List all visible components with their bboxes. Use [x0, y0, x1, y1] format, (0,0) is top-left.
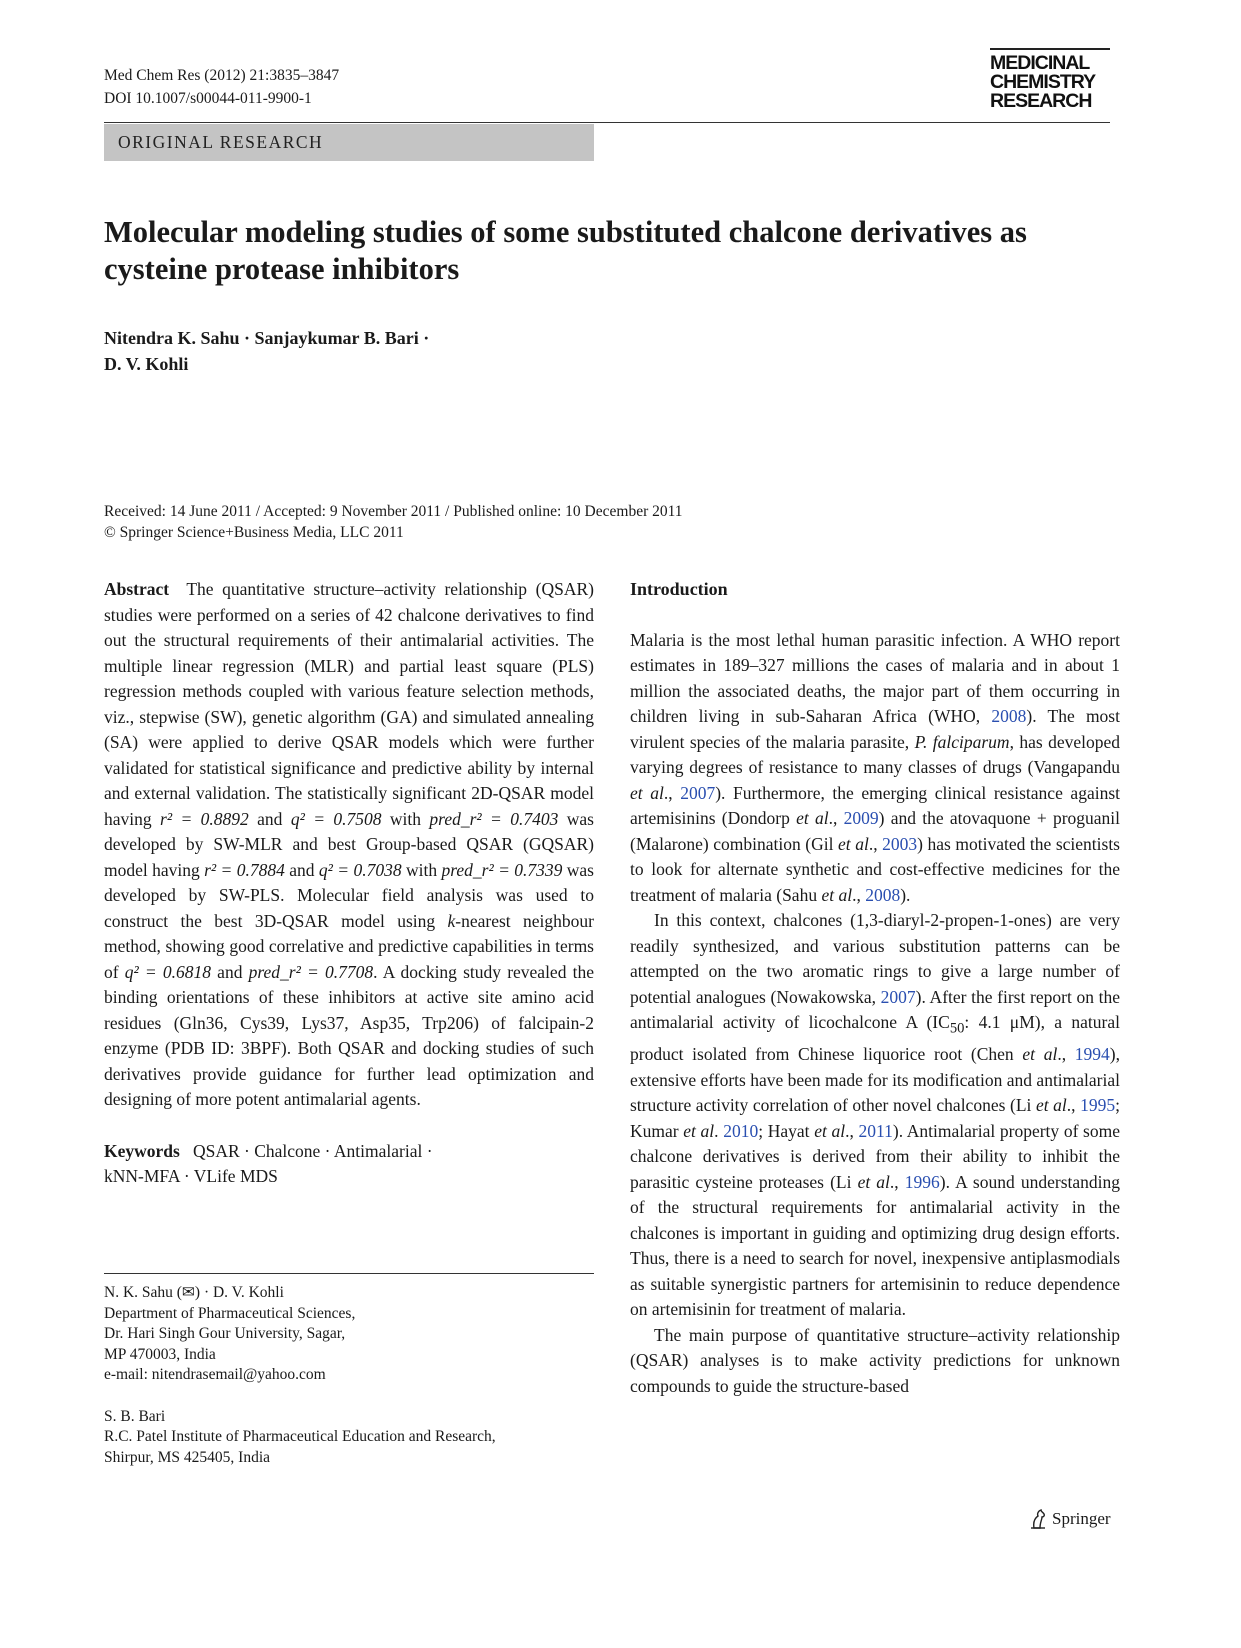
- intro-paragraph-3: The main purpose of quantitative structure–activity relationship (QSAR) analyses is to make activity predictions for unknown compounds to guide the structure-based: [630, 1324, 1120, 1396]
- journal-logo: [990, 48, 1110, 111]
- keywords-line-2: kNN-MFA · VLife MDS: [104, 1166, 278, 1186]
- et-al: et al: [1022, 1044, 1058, 1064]
- history-dates: Received: 14 June 2011 / Accepted: 9 November 2011 / Published online: 10 December 2011: [104, 503, 683, 520]
- abstract-text: -nearest neighbour method, showing good correlative and predictive capabilities in terms of: [104, 910, 594, 982]
- author-list: [104, 325, 429, 377]
- et-al: et al: [838, 833, 869, 854]
- paragraph-text: ; Kumar: [630, 1095, 1120, 1141]
- abstract: [104, 577, 594, 1113]
- stat-r2: r² = 0.8892: [160, 808, 249, 829]
- subscript: 50: [949, 1020, 965, 1037]
- citation-link[interactable]: 2008: [865, 884, 901, 905]
- abstract-text: with: [381, 808, 430, 829]
- doi[interactable]: DOI 10.1007/s00044-011-9900-1: [104, 90, 312, 107]
- publication-dates: [104, 501, 683, 543]
- affiliation-line: R.C. Patel Institute of Pharmaceutical Education and Research,: [104, 1428, 496, 1445]
- abstract-text: was developed by SW-MLR and best Group-based QSAR (GQSAR) model having: [104, 808, 594, 880]
- affiliation-line: Dr. Hari Singh Gour University, Sagar,: [104, 1325, 346, 1342]
- paragraph-text: : 4.1 μM), a natural product isolated from Chinese liquorice root (Chen: [630, 1012, 1120, 1064]
- citation-link[interactable]: 1994: [1074, 1044, 1110, 1064]
- introduction-heading: Introduction: [630, 579, 728, 599]
- affiliation-line: MP 470003, India: [104, 1345, 216, 1363]
- abstract-text: . A docking study revealed the binding orientations of these inhibitors at active site amino acid residues (Gln36, Cys39, Lys37, Asp35, Trp206) of falcipain-2 enzyme (PDB ID: 3BPF). Both QSAR and docking studies of such derivatives provide guidance for further lead optimization and designing of more potent antimalarial agents.: [104, 961, 594, 1109]
- stat-pred-r2: pred_r² = 0.7708: [248, 961, 374, 982]
- header-rule: [104, 122, 1110, 123]
- affiliations: [104, 1283, 496, 1468]
- abstract-text: and: [211, 961, 249, 982]
- paragraph-text: ; Hayat: [758, 1120, 815, 1141]
- paragraph-text: .,: [845, 1120, 859, 1141]
- abstract-text: and: [248, 808, 291, 829]
- email-address[interactable]: e-mail: nitendrasemail@yahoo.com: [104, 1366, 326, 1383]
- citation-link[interactable]: 1996: [904, 1171, 940, 1192]
- paragraph-text: ). Antimalarial property of some chalcone derivatives is derived from their ability to inhibit the parasitic cysteine proteases (Li: [630, 1120, 1120, 1192]
- paragraph-text: .: [714, 1120, 724, 1141]
- paragraph-text: ). Furthermore, the emerging clinical resistance against artemisinins (Dondorp: [630, 782, 1121, 828]
- et-al: et al: [630, 782, 664, 803]
- affiliation-rule: [104, 1273, 594, 1274]
- abstract-text: and: [284, 859, 319, 880]
- paragraph-text: .,: [1066, 1095, 1081, 1115]
- stat-q2: q² = 0.7508: [290, 808, 382, 829]
- paragraph-text: ) has motivated the scientists to look for alternate synthetic and cost-effective medicines for the treatment of malaria (Sahu: [630, 833, 1120, 905]
- et-al: et al: [857, 1171, 890, 1192]
- paragraph-text: Malaria is the most lethal human parasitic infection. A WHO report estimates in 189–327 millions the cases of malaria and in about 1 million the associated deaths, the major part of them occurring in children living in sub-Saharan Africa (WHO,: [630, 629, 1120, 726]
- citation-link[interactable]: 2010: [723, 1120, 759, 1141]
- journal-reference: [104, 64, 339, 110]
- authors-line-1: Nitendra K. Sahu · Sanjaykumar B. Bari ·: [104, 328, 430, 348]
- keywords-heading: Keywords: [104, 1140, 180, 1161]
- left-column: [104, 577, 594, 1190]
- logo-line-1: MEDICINAL: [990, 52, 1090, 74]
- intro-paragraph-1: [630, 628, 1120, 909]
- paragraph-text: .,: [852, 884, 866, 905]
- citation-link[interactable]: 2011: [858, 1120, 893, 1141]
- et-al: et al: [821, 884, 853, 905]
- citation-link[interactable]: 2007: [880, 986, 916, 1007]
- affiliation-author: S. B. Bari: [104, 1407, 166, 1425]
- article-title: Molecular modeling studies of some substituted chalcone derivatives as cysteine protease inhibitors: [104, 215, 1027, 286]
- paragraph-text: ). A sound understanding of the structural requirements for antimalarial activity in the chalcones is important in guiding and optimizing drug design efforts. Thus, there is a need to search for novel, inexpensive antiplasmodials as suitable synergistic partners for artemisinin to reduce dependence on artemisinin for treatment of malaria.: [630, 1171, 1121, 1319]
- abstract-text: with: [401, 859, 442, 880]
- publisher-logo: [1028, 1508, 1111, 1530]
- citation-link[interactable]: 2009: [843, 808, 879, 828]
- logo-line-3: RESEARCH: [990, 90, 1092, 112]
- abstract-text: The quantitative structure–activity relationship (QSAR) studies were performed on a series of 42 chalcone derivatives to find out the structural requirements of their antimalarial activities. The multiple linear regression (MLR) and partial least square (PLS) regression methods coupled with various feature selection methods, viz., stepwise (SW), genetic algorithm (GA) and simulated annealing (SA) were applied to derive QSAR models which were further validated for statistical significance and predictive ability by internal and external validation. The statistically significant 2D-QSAR model having: [104, 579, 595, 829]
- citation-link[interactable]: 2003: [882, 833, 918, 854]
- paragraph-text: ).: [900, 884, 911, 905]
- logo-line-2: CHEMISTRY: [990, 71, 1096, 93]
- paragraph-text: ) and the atovaquone + proguanil (Malarone) combination (Gil: [630, 808, 1121, 854]
- abstract-text: was developed by SW-PLS. Molecular field analysis was used to construct the best 3D-QSAR model using: [104, 859, 594, 931]
- springer-horse-icon: [1028, 1508, 1048, 1530]
- authors-line-2: D. V. Kohli: [104, 354, 189, 374]
- et-al: et al: [796, 808, 829, 828]
- paragraph-text: .,: [889, 1171, 905, 1192]
- paragraph-text: .,: [868, 833, 883, 854]
- paragraph-text: , has developed varying degrees of resistance to many classes of drugs (Vangapandu: [630, 731, 1120, 777]
- et-al: et al: [683, 1120, 715, 1141]
- knn-k: k: [447, 910, 456, 931]
- et-al: et al: [1035, 1095, 1067, 1115]
- paragraph-text: .,: [1057, 1044, 1075, 1064]
- stat-pred-r2: pred_r² = 0.7403: [429, 808, 559, 829]
- section-banner: ORIGINAL RESEARCH: [104, 124, 594, 161]
- citation-link[interactable]: 2007: [680, 782, 716, 803]
- paragraph-text: ). The most virulent species of the malaria parasite,: [630, 706, 1120, 752]
- citation-link[interactable]: 2008: [991, 706, 1027, 726]
- keywords-line-1: QSAR · Chalcone · Antimalarial ·: [192, 1140, 433, 1161]
- abstract-heading: Abstract: [104, 579, 170, 599]
- paragraph-text: .,: [663, 782, 681, 803]
- paragraph-text: In this context, chalcones (1,3-diaryl-2-propen-1-ones) are very readily synthesized, and various substitution patterns can be attempted on the two aromatic rings to give a large number of potential analogues (Nowakowska,: [630, 910, 1120, 1007]
- affiliation-1: [104, 1283, 496, 1386]
- stat-q2: q² = 0.7038: [318, 859, 402, 880]
- corresponding-authors: N. K. Sahu (✉) · D. V. Kohli: [104, 1284, 284, 1301]
- citation-link[interactable]: 1995: [1080, 1095, 1116, 1115]
- right-column: [630, 577, 1120, 1399]
- affiliation-line: Department of Pharmaceutical Sciences,: [104, 1304, 356, 1322]
- publisher-name: Springer: [1052, 1509, 1111, 1528]
- keywords: [104, 1139, 594, 1190]
- paragraph-text: ). After the first report on the antimalarial activity of licochalcone A (IC: [630, 986, 1120, 1032]
- stat-q2: q² = 0.6818: [124, 961, 212, 982]
- stat-r2: r² = 0.7884: [204, 859, 285, 880]
- species-name: P. falciparum: [914, 731, 1010, 752]
- stat-pred-r2: pred_r² = 0.7339: [441, 859, 563, 880]
- copyright: © Springer Science+Business Media, LLC 2011: [104, 524, 404, 541]
- paragraph-text: .,: [828, 808, 844, 828]
- affiliation-2: [104, 1407, 496, 1469]
- intro-paragraph-2: [630, 908, 1120, 1323]
- journal-citation: Med Chem Res (2012) 21:3835–3847: [104, 67, 340, 84]
- affiliation-line: Shirpur, MS 425405, India: [104, 1448, 271, 1466]
- et-al: et al: [814, 1120, 846, 1141]
- paragraph-text: ), extensive efforts have been made for its modification and antimalarial structure activity correlation of other novel chalcones (Li: [630, 1044, 1120, 1115]
